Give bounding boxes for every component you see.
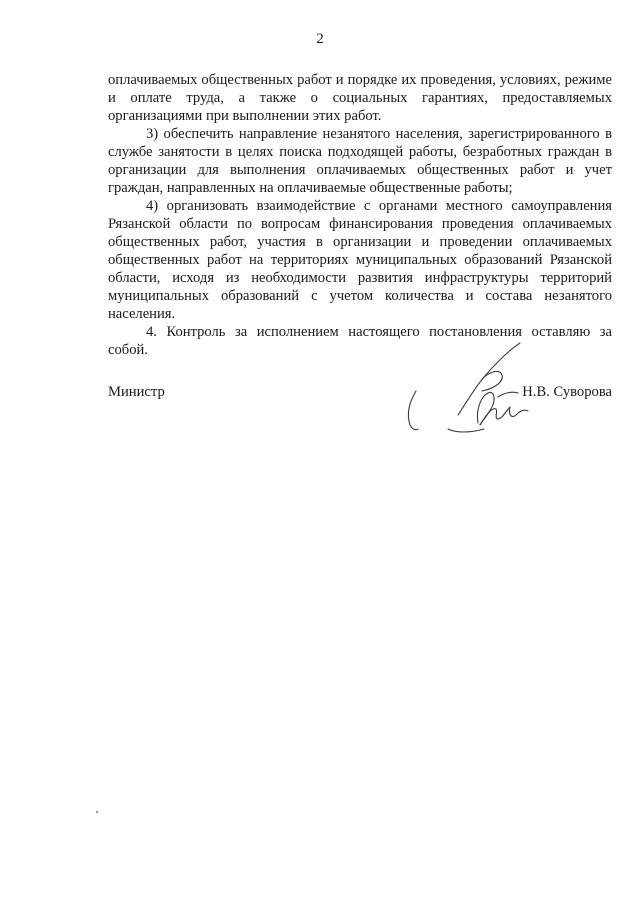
paragraph-item-4: 4) организовать взаимодействие с органами местного самоуправления Рязанской области по вопросам финансирования проведения оплачиваемых общественных работ, участия в организации и проведении оплачиваемых общественных работ на территориях муниципальных образований Рязанской области, исходя из необходимости развития инфраструктуры территорий муниципальных образований с учетом количества и состава незанятого населения. [108,198,612,322]
document-body [108,71,612,359]
signatory-role: Министр [108,384,165,400]
signatory-name: Н.В. Суворова [522,384,612,400]
paragraph-control-clause: 4. Контроль за исполнением настоящего постановления оставляю за собой. [108,324,612,358]
scan-speck [96,811,98,813]
handwritten-signature-icon [388,337,538,437]
signature-block [108,377,612,477]
page-number: 2 [316,31,324,47]
paragraph-item-3: 3) обеспечить направление незанятого населения, зарегистрированного в службе занятости в целях поиска подходящей работы, безработных граждан в организации для выполнения оплачиваемых общественных работ и учет граждан, направленных на оплачиваемые общественные работы; [108,126,612,196]
paragraph-continuation: оплачиваемых общественных работ и порядке их проведения, условиях, режиме и оплате труда, а также о социальных гарантиях, предоставляемых организациями при выполнении этих работ. [108,72,612,124]
